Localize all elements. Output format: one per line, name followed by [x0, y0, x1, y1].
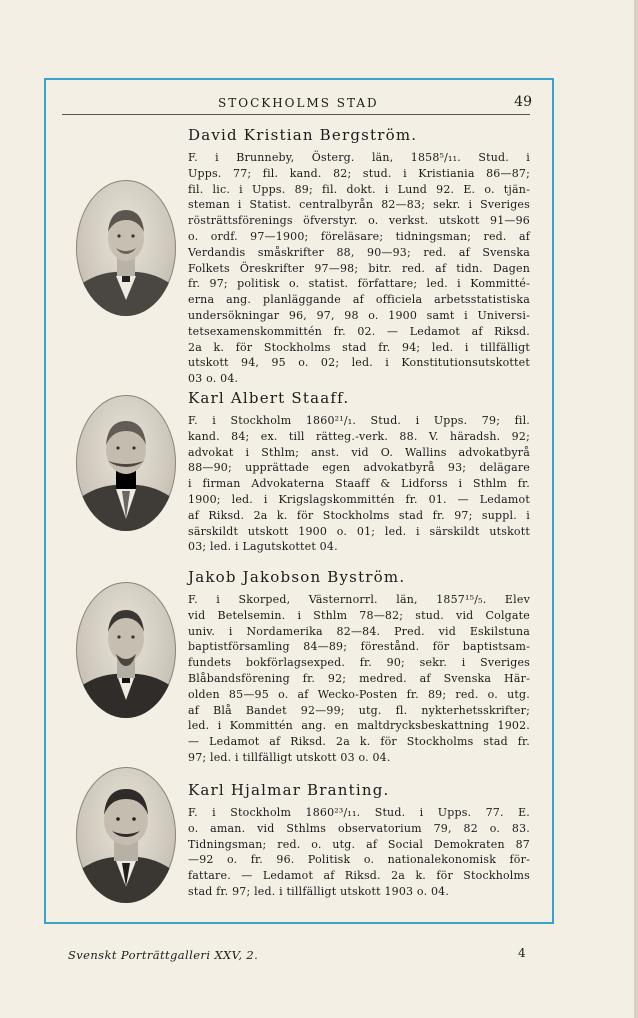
bio-line: 1900; led. i Krigslagskommittén fr. 01. — Ledamot: [188, 492, 530, 506]
bio-line: univ. i Nordamerika 82—84. Pred. vid Eskilstuna: [188, 624, 530, 638]
person-name: Karl Hjalmar Branting.: [188, 781, 390, 799]
bio-line: af Riksd. 2a k. för Stockholms stad fr. 97; suppl. i: [188, 508, 530, 522]
bio-line: 2a k. för Stockholms stad fr. 94; led. i tillfälligt: [188, 340, 530, 354]
portrait-photo: [76, 180, 176, 316]
portrait-photo: [76, 582, 176, 718]
bio-line: tetsexamenskommittén fr. 02. — Ledamot af Riksd.: [188, 324, 530, 338]
page-number: 49: [514, 94, 532, 110]
header-rule: [62, 114, 530, 115]
bio-line: i firman Advokaterna Staaff & Lidforss i Sthlm fr.: [188, 477, 530, 491]
bio-line: af Blå Bandet 92—99; utg. fl. nykterhetsskrifter;: [188, 703, 530, 717]
bio-line: 03; led. i Lagutskottet 04.: [188, 540, 338, 554]
bio-line: o. ordf. 97—1900; föreläsare; tidningsman; red. af: [188, 229, 530, 243]
bio-line: 88—90; upprättade egen advokatbyrå 93; delägare: [188, 461, 530, 475]
biography-text: [188, 805, 530, 900]
biography-text: [188, 592, 530, 766]
bio-line: — Ledamot af Riksd. 2a k. för Stockholms stad fr.: [188, 735, 530, 749]
footer-title: Svenskt Porträttgalleri XXV, 2.: [68, 948, 259, 962]
biography-text: [188, 150, 530, 387]
bio-line: 97; led. i tillfälligt utskott 03 o. 04.: [188, 750, 391, 764]
running-title: STOCKHOLMS STAD: [218, 96, 379, 110]
bio-line: Verdandis småskrifter 88, 90—93; red. af Svenska: [188, 245, 530, 259]
bio-line: 03 o. 04.: [188, 372, 239, 386]
bio-line: F. i Brunneby, Österg. län, 1858⁵/₁₁. Stud. i: [188, 151, 530, 164]
bio-line: advokat i Sthlm; anst. vid O. Wallins advokatbyrå: [188, 445, 530, 459]
footer-signature: 4: [518, 946, 526, 960]
bio-line: led. i Kommittén ang. en maltdrycksbeskattning 1902.: [188, 719, 530, 733]
bio-line: Upps. 77; fil. kand. 82; stud. i Kristiania 86—87;: [188, 166, 530, 180]
biography-text: [188, 413, 530, 555]
person-name: Karl Albert Staaff.: [188, 389, 350, 407]
bio-line: undersökningar 96, 97, 98 o. 1900 samt i Universi-: [188, 308, 530, 322]
bio-line: kand. 84; ex. till rätteg.-verk. 88. V. häradsh. 92;: [188, 429, 530, 443]
bio-line: o. aman. vid Sthlms observatorium 79, 82 o. 83.: [188, 821, 530, 835]
bio-line: Blåbandsförening fr. 92; medred. af Svenska Här-: [188, 671, 530, 685]
person-name: Jakob Jakobson Byström.: [188, 568, 406, 586]
bio-line: fundets bokförlagsexped. fr. 90; sekr. i Sveriges: [188, 656, 530, 670]
bio-line: F. i Skorped, Västernorrl. län, 1857¹⁵/₅. Elev: [188, 593, 530, 606]
bio-line: steman i Statist. centralbyrån 82—83; sekr. i Sveriges: [188, 198, 530, 212]
bio-line: fr. 97; politisk o. statist. författare; led. i Kommitté-: [188, 277, 530, 291]
bio-line: erna ang. planläggande af officiela arbetsstatistiska: [188, 293, 530, 307]
bio-line: utskott 94, 95 o. 02; led. i Konstitutionsutskottet: [188, 356, 530, 370]
page-edge: [634, 0, 638, 1018]
bio-line: rösträttsförenings öfverstyr. o. verkst. utskott 91—96: [188, 214, 530, 228]
bio-line: olden 85—95 o. af Wecko-Posten fr. 89; red. o. utg.: [188, 687, 530, 701]
bio-line: Folkets Öreskrifter 97—98; bitr. red. af tidn. Dagen: [188, 261, 530, 275]
running-head: [62, 92, 538, 116]
bio-line: —92 o. fr. 96. Politisk o. nationalekonomisk för-: [188, 853, 530, 867]
portrait-photo: [76, 767, 176, 903]
bio-line: fattare. — Ledamot af Riksd. 2a k. för Stockholms: [188, 869, 530, 883]
bio-line: F. i Stockholm 1860²¹/₁. Stud. i Upps. 79; fil.: [188, 414, 530, 427]
person-name: David Kristian Bergström.: [188, 126, 418, 144]
portrait-photo: [76, 395, 176, 531]
bio-line: baptistförsamling 84—89; förestånd. för baptistsam-: [188, 640, 530, 654]
bio-line: särskildt utskott 1900 o. 01; led. i särskildt utskott: [188, 524, 530, 538]
bio-line: stad fr. 97; led. i tillfälligt utskott 1903 o. 04.: [188, 884, 450, 898]
bio-line: F. i Stockholm 1860²³/₁₁. Stud. i Upps. 77. E.: [188, 806, 530, 819]
bio-line: fil. lic. i Upps. 89; fil. dokt. i Lund 92. E. o. tjän-: [188, 182, 530, 196]
bio-line: Tidningsman; red. o. utg. af Social Demokraten 87: [188, 837, 530, 851]
bio-line: vid Betelsemin. i Sthlm 78—82; stud. vid Colgate: [188, 608, 530, 622]
